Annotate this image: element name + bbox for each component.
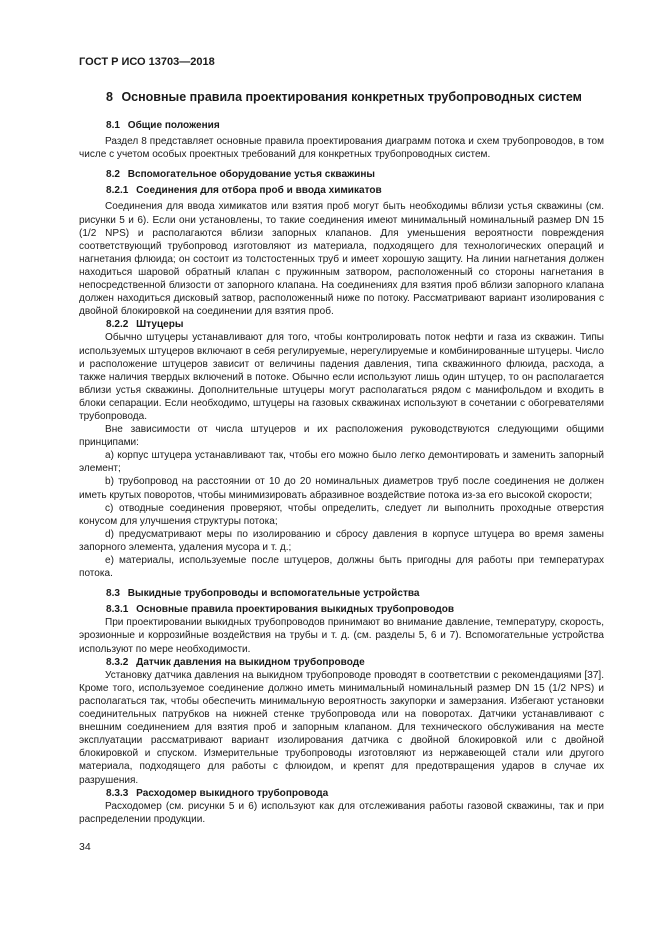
subsection-number: 8.2: [106, 169, 120, 181]
section-8-heading: [79, 90, 604, 105]
list-item-e: e) материалы, используемые после штуцеров, должны быть пригодны для работы при температурах потока.: [79, 555, 604, 580]
clause-title: Штуцеры: [136, 319, 184, 331]
paragraph-8-2-2-2: Вне зависимости от числа штуцеров и их расположения руководствуются следующими общими принципами:: [79, 424, 604, 449]
subsection-title: Выкидные трубопроводы и вспомогательные устройства: [127, 588, 420, 600]
paragraph-8-2-2-1: Обычно штуцеры устанавливают для того, чтобы контролировать поток нефти и газа из скважин. Типы используемых штуцеров включают в себя регулируемые, нерегулируемые и комбинированные штуцеры. Число и расположение штуцеров зависит от величины падения давления, типа скважинного флюида, расхода, а также наличия твердых включений в потоке. Обычно если используют лишь один штуцер, то он располагается вблизи устья скважины. Дополнительные штуцеры могут располагаться рядом с манифольдом и входить в блоки сепарации. Если необходимо, штуцеры на газовых скважинах используют в сочетании с обогревателями трубопровода.: [79, 332, 604, 422]
list-item-c: c) отводные соединения проверяют, чтобы определить, следует ли выполнить проходные отверстия конусом для улучшения структуры потока;: [79, 502, 604, 527]
page-content: [79, 90, 604, 826]
list-item-a: a) корпус штуцера устанавливают так, чтобы его можно было легко демонтировать и заменить запорный элемент;: [79, 450, 604, 475]
clause-8-3-1-heading: [79, 603, 604, 616]
clause-title: Соединения для отбора проб и ввода химикатов: [136, 185, 382, 197]
section-number: 8: [106, 90, 113, 104]
subsection-8-3-heading: [79, 587, 604, 600]
subsection-title: Общие положения: [127, 120, 220, 131]
section-title: Основные правила проектирования конкретных трубопроводных систем: [121, 90, 582, 104]
list-item-b: b) трубопровод на расстоянии от 10 до 20 номинальных диаметров труб после соединения не должен иметь крутых поворотов, чтобы минимизировать абразивное воздействие потока из-за его высокой скорости;: [79, 476, 604, 501]
clause-title: Расходомер выкидного трубопровода: [136, 787, 329, 799]
subsection-number: 8.1: [106, 120, 120, 131]
paragraph-8-3-2: Установку датчика давления на выкидном трубопроводе проводят в соответствии с рекомендациями [37]. Кроме того, используемое соединение должно иметь минимальный номинальный размер DN 15 (1/2 NPS) и располагаться так, чтобы обеспечить минимальную вероятность закупорки и замерзания. Избегают установки соединительных патрубков на нижней стенке трубопровода или на поворотах. Датчики устанавливают с внешним соединением для взятия проб и запорным клапаном. Для технического обслуживания на месте эксплуатации рассматривают вариант изолирования датчика с двойной блокировкой или с двойной блокировкой и спуском. Измерительные трубопроводы изготовляют из нержавеющей стали или другого материала, подходящего для работы с флюидом, и крепят для предотвращения ударов в случае их разрушения.: [79, 669, 604, 786]
subsection-8-1-heading: [79, 119, 604, 132]
document-code-header: ГОСТ Р ИСО 13703—2018: [79, 56, 215, 68]
paragraph-8-2-1: Соединения для ввода химикатов или взятия проб могут быть необходимы вблизи устья скважины (см. рисунки 5 и 6). Если они установлены, то такие соединения имеют минимальный номинальный размер DN 15 (1/2 NPS) и располагаются вблизи запорных клапанов. Для уменьшения вероятности повреждения соответствующий трубопровод изготовляют из материала, подходящего для технологических операций и нагнетания флюида; он состоит из толстостенных труб и имеет хорошую защиту. На линии нагнетания должен находиться шаровой обратный клапан с пружинным затвором, расположенный со стороны нагнетания в непосредственной близости от запорного клапана. На соединениях для взятия проб вблизи запорного клапана должен находиться дисковый затвор, расположенный ниже по потоку. Рассматривают вариант изолирования с двойной блокировкой на соединении для взятия проб.: [79, 201, 604, 318]
subsection-title: Вспомогательное оборудование устья скважины: [127, 169, 376, 181]
clause-title: Датчик давления на выкидном трубопроводе: [136, 656, 365, 668]
clause-number: 8.2.2: [106, 319, 129, 331]
clause-8-2-2-heading: [79, 318, 604, 331]
clause-number: 8.3.2: [106, 656, 129, 668]
clause-number: 8.2.1: [106, 185, 129, 197]
page-number: 34: [79, 841, 91, 853]
subsection-8-2-heading: [79, 168, 604, 181]
paragraph-8-3-3: Расходомер (см. рисунки 5 и 6) используют как для отслеживания работы газовой скважины, так и при распределении продукции.: [79, 800, 604, 825]
subsection-number: 8.3: [106, 588, 120, 600]
clause-number: 8.3.1: [106, 604, 129, 616]
clause-number: 8.3.3: [106, 787, 129, 799]
clause-8-2-1-heading: [79, 184, 604, 197]
clause-8-3-3-heading: [79, 787, 604, 800]
paragraph-8-3-1: При проектировании выкидных трубопроводов принимают во внимание давление, температуру, скорость, эрозионные и коррозийные воздействия на трубы и т. д. (см. разделы 5, 6 и 7). Вспомогательные устройства используют по мере необходимости.: [79, 617, 604, 655]
paragraph-8-1: Раздел 8 представляет основные правила проектирования диаграмм потока и схем трубопроводов, в том числе с учетом особых проектных требований для конкретных трубопроводных систем.: [79, 136, 604, 161]
list-item-d: d) предусматривают меры по изолированию и сбросу давления в корпусе штуцера во время замены запорного элемента, удаления мусора и т. д.;: [79, 528, 604, 553]
clause-8-3-2-heading: [79, 656, 604, 669]
clause-title: Основные правила проектирования выкидных трубопроводов: [136, 604, 455, 616]
